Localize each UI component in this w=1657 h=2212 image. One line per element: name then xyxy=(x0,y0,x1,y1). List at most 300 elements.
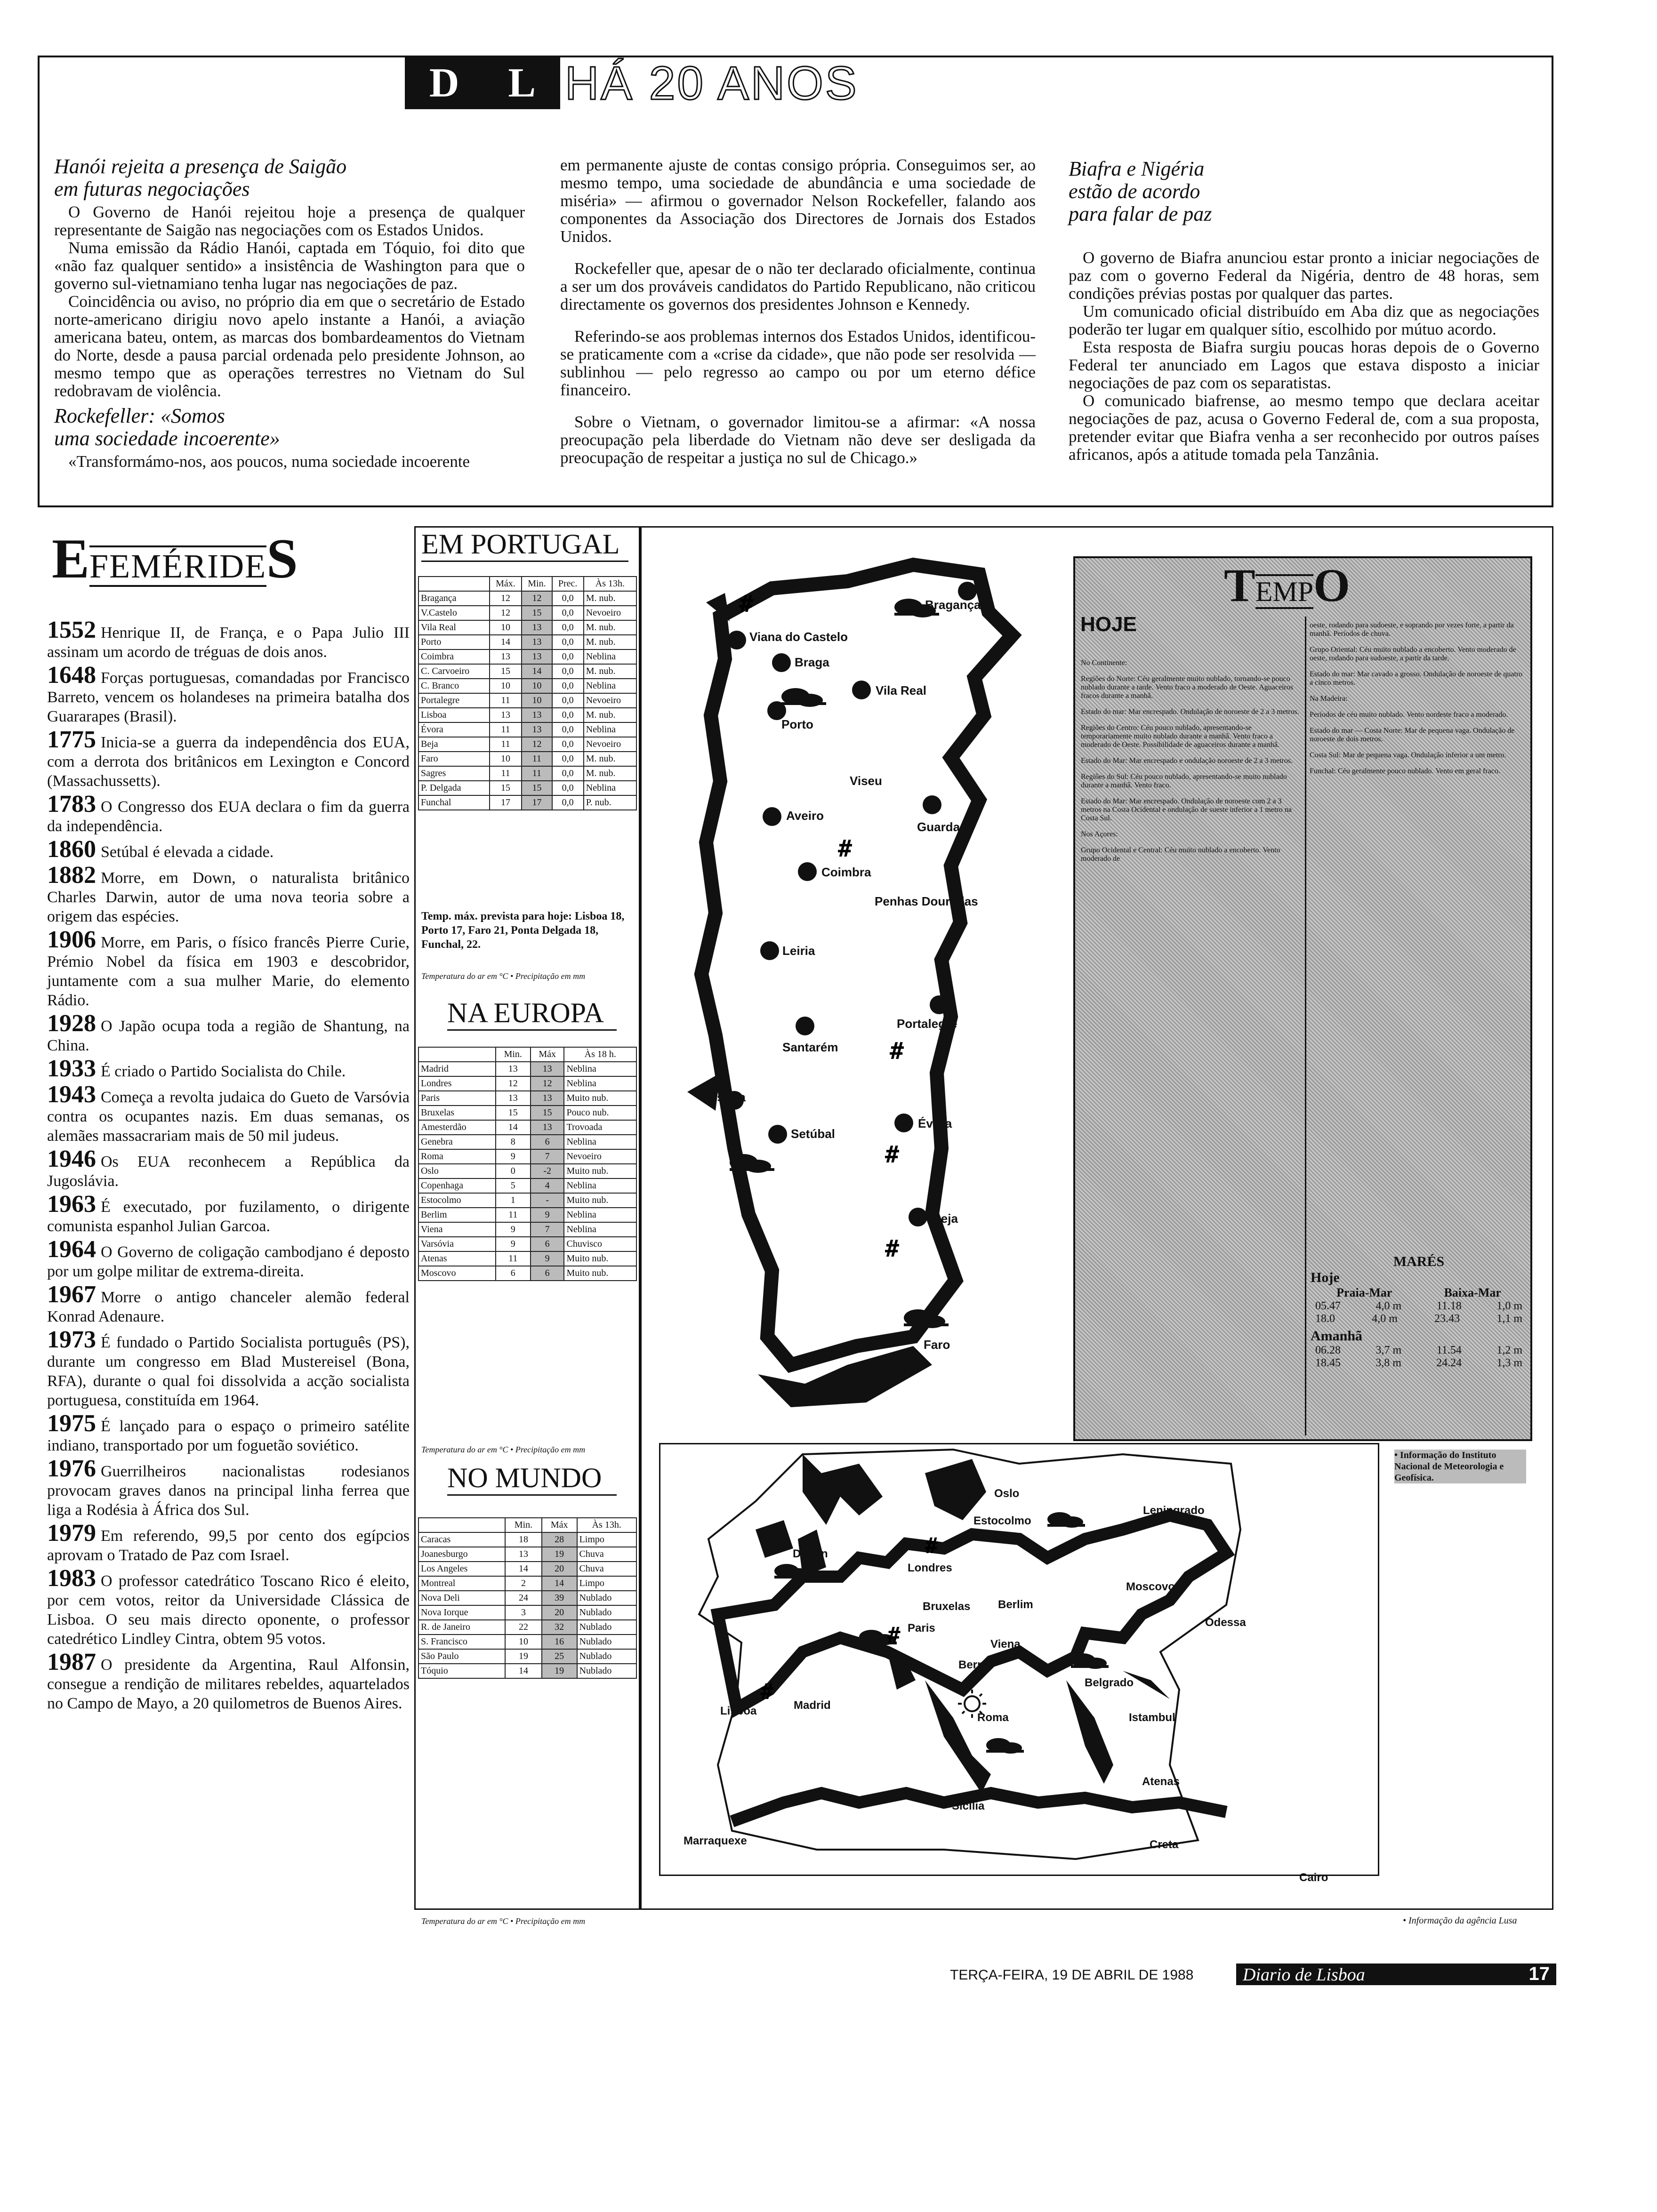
city-belgrado: Belgrado xyxy=(1085,1676,1134,1689)
mares-cell: 1,0 m xyxy=(1496,1300,1522,1312)
portugal-weather-table xyxy=(418,576,637,810)
table-cell: Atenas xyxy=(418,1251,496,1266)
mundo-table-caption: Temperatura do ar em °C • Precipitação em mm xyxy=(421,1916,586,1926)
forecast-paragraph xyxy=(1310,767,1526,776)
table-cell: São Paulo xyxy=(418,1649,505,1664)
efemeride-text: Morre, em Paris, o físico francês Pierre Curie, Prémio Nobel da física em 1903 e descobridor, juntamente com a sua mulher Marie, do elemento Rádio. xyxy=(47,934,410,1009)
table-cell: V.Castelo xyxy=(418,606,490,620)
efemeride-text: Os EUA reconhecem a República da Jugoslávia. xyxy=(47,1153,410,1190)
table-cell: Paris xyxy=(418,1091,496,1106)
table-row xyxy=(418,722,636,737)
table-row xyxy=(418,1620,636,1635)
mares-cell: 1,3 m xyxy=(1496,1357,1522,1369)
table-cell: Neblina xyxy=(584,649,636,664)
table-cell: 14 xyxy=(522,664,552,679)
table-cell: M. nub. xyxy=(584,620,636,635)
table-cell: 15 xyxy=(522,606,552,620)
table-cell: 0,0 xyxy=(552,591,584,606)
table-cell: Londres xyxy=(418,1076,496,1091)
tempo-column-1 xyxy=(1081,651,1300,871)
table-cell: 16 xyxy=(542,1635,577,1649)
page-number: 17 xyxy=(1528,1964,1550,1984)
mares-cell: 06.28 xyxy=(1315,1344,1341,1356)
footer-masthead xyxy=(1236,1964,1556,1985)
efemeride-year: 1928 xyxy=(47,1010,96,1037)
table-cell: Nublado xyxy=(577,1620,636,1635)
city-dublin: Dublin xyxy=(793,1547,828,1560)
table-cell: Nublado xyxy=(577,1591,636,1605)
tempo-column-2 xyxy=(1310,614,1526,783)
table-row xyxy=(418,1664,636,1678)
table-row xyxy=(418,1106,636,1120)
mares-cell: 18.45 xyxy=(1315,1357,1341,1369)
europa-table-title: NA EUROPA xyxy=(447,997,617,1031)
europe-map xyxy=(661,1435,1377,1873)
table-cell: 6 xyxy=(531,1237,564,1251)
table-cell: 10 xyxy=(490,620,522,635)
table-cell: 0,0 xyxy=(552,693,584,708)
forecast-label: Nos Açores: xyxy=(1081,830,1118,838)
table-row xyxy=(418,620,636,635)
table-row xyxy=(418,1649,636,1664)
efemeride-entry xyxy=(47,1649,410,1713)
efemeride-text: Henrique II, de França, e o Papa Julio III assinam um acordo de tréguas de dois anos. xyxy=(47,624,410,661)
city-estocolmo: Estocolmo xyxy=(973,1515,1031,1527)
table-cell: 11 xyxy=(496,1251,531,1266)
table-cell: Bruxelas xyxy=(418,1106,496,1120)
table-cell: Oslo xyxy=(418,1164,496,1178)
cloud-icon xyxy=(904,1309,949,1328)
forecast-label: Funchal: xyxy=(1310,767,1336,775)
table-cell: 14 xyxy=(496,1120,531,1135)
efemeride-text: É criado o Partido Socialista do Chile. xyxy=(101,1063,346,1080)
table-cell: 17 xyxy=(490,795,522,810)
table-cell: 15 xyxy=(522,781,552,795)
table-cell: 0,0 xyxy=(552,664,584,679)
table-cell: 11 xyxy=(490,737,522,752)
city-marker xyxy=(796,1017,814,1035)
logo-letter-l: L xyxy=(508,60,536,106)
efemeride-year: 1882 xyxy=(47,862,96,889)
forecast-paragraph xyxy=(1081,724,1300,749)
forecast-text: Céu muito nublado a encoberto. Vento moderado de oeste, rodando para sudoeste, a partir da tarde. xyxy=(1310,646,1516,662)
table-cell: 9 xyxy=(496,1237,531,1251)
headline-hanoi: Hanói rejeita a presença de Saigão em futuras negociações xyxy=(54,155,347,200)
table-cell: 10 xyxy=(490,752,522,766)
column-header: Min. xyxy=(505,1518,541,1532)
efemeride-year: 1976 xyxy=(47,1455,96,1482)
mares-cell: 05.47 xyxy=(1315,1300,1341,1312)
table-cell: Muito nub. xyxy=(564,1251,636,1266)
mares-title: MARÉS xyxy=(1393,1254,1445,1269)
table-cell: Nova Deli xyxy=(418,1591,505,1605)
efemeride-year: 1946 xyxy=(47,1146,96,1172)
table-cell: Los Angeles xyxy=(418,1562,505,1576)
column-header: Às 13h. xyxy=(577,1518,636,1532)
table-cell: 14 xyxy=(505,1562,541,1576)
forecast-paragraph xyxy=(1081,797,1300,823)
table-row xyxy=(418,1635,636,1649)
table-cell: Nevoeiro xyxy=(584,737,636,752)
table-row xyxy=(418,1062,636,1076)
table-cell: 9 xyxy=(496,1149,531,1164)
mares-cell: 1,2 m xyxy=(1496,1344,1522,1356)
table-row xyxy=(418,679,636,693)
efemeride-year: 1967 xyxy=(47,1281,96,1308)
city-aveiro: Aveiro xyxy=(786,809,824,823)
tempo-source: • Informação do Instituto Nacional de Meteorologia e Geofísica. xyxy=(1394,1450,1526,1483)
table-cell: 13 xyxy=(490,649,522,664)
forecast-text: Mar de pequena vaga. Ondulação inferior a um metro. xyxy=(1343,751,1506,759)
paragraph: «Transformámo-nos, aos poucos, numa sociedade incoerente xyxy=(68,452,470,471)
table-row xyxy=(418,1547,636,1562)
forecast-text: Céu geralmente muito nublado, tornando-se pouco nublado durante a tarde. Vento fraco a moderado de Oeste. Aguaceiros fracos durante a manhã. xyxy=(1081,675,1294,700)
table-cell: 0,0 xyxy=(552,679,584,693)
table-cell: Genebra xyxy=(418,1135,496,1149)
column-header: Prec. xyxy=(552,577,584,591)
europa-weather-table xyxy=(418,1047,637,1281)
table-cell: 6 xyxy=(531,1135,564,1149)
mares-block xyxy=(1311,1254,1527,1370)
table-cell: 15 xyxy=(490,781,522,795)
table-cell: Nublado xyxy=(577,1664,636,1678)
forecast-label: Grupo Ocidental e Central: xyxy=(1081,846,1163,854)
table-row xyxy=(418,1091,636,1106)
efemeride-text: Morre, em Down, o naturalista britânico Charles Darwin, autor de uma nova teoria sobre a origem das espécies. xyxy=(47,869,410,925)
table-cell: Évora xyxy=(418,722,490,737)
table-cell: 28 xyxy=(542,1532,577,1547)
table-row xyxy=(418,649,636,664)
table-cell: Bragança xyxy=(418,591,490,606)
efemeride-year: 1775 xyxy=(47,726,96,753)
table-cell: C. Carvoeiro xyxy=(418,664,490,679)
table-cell: -2 xyxy=(531,1164,564,1178)
table-row xyxy=(418,606,636,620)
table-cell: 10 xyxy=(505,1635,541,1649)
table-cell: 11 xyxy=(496,1208,531,1222)
table-row xyxy=(418,781,636,795)
table-row xyxy=(418,752,636,766)
table-row xyxy=(418,1193,636,1208)
table-header-row xyxy=(418,1518,636,1532)
table-cell: 14 xyxy=(490,635,522,649)
city-istambul: Istambul xyxy=(1129,1711,1175,1724)
paragraph: O governo de Biafra anunciou estar pronto a iniciar negociações de paz com o governo Federal da Nigéria, dentro de 48 horas, sem condições prévias postas por qualquer das partes. xyxy=(1069,248,1539,303)
table-cell: 7 xyxy=(531,1222,564,1237)
table-cell: 6 xyxy=(496,1266,531,1281)
table-cell: M. nub. xyxy=(584,664,636,679)
table-cell: 12 xyxy=(490,606,522,620)
table-cell: Chuva xyxy=(577,1562,636,1576)
table-cell: 11 xyxy=(490,722,522,737)
table-cell: 13 xyxy=(522,649,552,664)
table-row xyxy=(418,664,636,679)
table-cell: 13 xyxy=(496,1062,531,1076)
table-cell: Trovoada xyxy=(564,1120,636,1135)
city-marker xyxy=(772,653,791,672)
table-row xyxy=(418,1576,636,1591)
city-marker xyxy=(798,862,817,881)
table-cell: 13 xyxy=(522,722,552,737)
city-marker xyxy=(909,1208,927,1226)
forecast-text: Céu muito nublado a encoberto. Vento moderado de xyxy=(1081,846,1280,863)
table-row xyxy=(418,1237,636,1251)
table-cell: Neblina xyxy=(584,679,636,693)
efemeride-entry xyxy=(47,1236,410,1281)
forecast-label: Grupo Oriental: xyxy=(1310,646,1358,654)
story-biafra xyxy=(1069,158,1539,464)
forecast-label: Estado do mar: xyxy=(1310,670,1355,678)
efemeride-year: 1987 xyxy=(47,1649,96,1675)
table-row xyxy=(418,1135,636,1149)
table-cell: 19 xyxy=(542,1664,577,1678)
city-oslo: Oslo xyxy=(994,1487,1020,1500)
city-guarda: Guarda xyxy=(917,820,960,834)
table-cell: Amesterdão xyxy=(418,1120,496,1135)
city-marker xyxy=(763,807,781,826)
city-cairo: Cairo xyxy=(1299,1871,1328,1884)
forecast-label: Estado do Mar: xyxy=(1081,797,1127,805)
table-cell: 18 xyxy=(505,1532,541,1547)
tempo-divider xyxy=(1305,617,1306,1435)
table-row xyxy=(418,1120,636,1135)
table-cell: 9 xyxy=(496,1222,531,1237)
table-cell: P. nub. xyxy=(584,795,636,810)
efemeride-text: Setúbal é elevada a cidade. xyxy=(101,843,274,861)
city-viana: Viana do Castelo xyxy=(749,630,848,644)
section-title: HÁ 20 ANOS xyxy=(565,57,859,110)
column-header: Máx xyxy=(542,1518,577,1532)
city-faro: Faro xyxy=(924,1338,950,1352)
table-cell: Roma xyxy=(418,1149,496,1164)
efemeride-entry xyxy=(47,926,410,1010)
column-header xyxy=(418,1047,496,1062)
table-cell: 10 xyxy=(522,679,552,693)
table-cell: Estocolmo xyxy=(418,1193,496,1208)
efemeride-year: 1933 xyxy=(47,1055,96,1082)
efemeride-text: Guerrilheiros nacionalistas rodesianos provocam graves danos na principal linha ferrea que liga a Rodésia à África dos Sul. xyxy=(47,1463,410,1519)
efemeride-text: O Governo de coligação cambodjano é deposto por um golpe militar de extrema-direita. xyxy=(47,1243,410,1280)
table-cell: 5 xyxy=(496,1178,531,1193)
headline-biafra: Biafra e Nigéria estão de acordo para falar de paz xyxy=(1069,157,1212,225)
city-paris: Paris xyxy=(908,1622,935,1635)
logo-box xyxy=(405,56,560,109)
praia-mar-label: Praia-Mar xyxy=(1336,1286,1392,1299)
svg-text:#: # xyxy=(887,1622,901,1648)
table-row xyxy=(418,1251,636,1266)
efemerides-title: EFEMÉRIDES xyxy=(52,527,298,590)
city-marker xyxy=(930,995,949,1014)
table-cell: 13 xyxy=(522,708,552,722)
city-viena: Viena xyxy=(990,1638,1021,1651)
table-row xyxy=(418,1208,636,1222)
table-cell: 15 xyxy=(531,1106,564,1120)
efemeride-entry xyxy=(47,1081,410,1146)
city-londres: Londres xyxy=(908,1562,952,1574)
paragraph: Referindo-se aos problemas internos dos Estados Unidos, identificou-se praticamente com a «crise da cidade», que não pode ser resolvida — sublinhou — pelo regresso ao campo ou por um eterno défice financeiro. xyxy=(560,327,1036,399)
mares-amanha: Amanhã xyxy=(1311,1328,1363,1344)
column-header: Min. xyxy=(522,577,552,591)
table-cell: 15 xyxy=(496,1106,531,1120)
table-cell: 9 xyxy=(531,1208,564,1222)
city-viseu: Viseu xyxy=(850,774,882,788)
efemeride-text: O Japão ocupa toda a região de Shantung, na China. xyxy=(47,1018,410,1054)
svg-text:#: # xyxy=(760,1679,773,1704)
table-cell: Caracas xyxy=(418,1532,505,1547)
table-row xyxy=(418,708,636,722)
forecast-label: No Continente: xyxy=(1081,659,1127,667)
table-row xyxy=(418,635,636,649)
city-marker xyxy=(768,1125,787,1144)
logo-letter-d: D xyxy=(429,60,459,106)
table-row xyxy=(418,1178,636,1193)
mares-cell: 18.0 xyxy=(1315,1313,1335,1325)
story-hanoi xyxy=(54,155,525,471)
table-cell: 14 xyxy=(505,1664,541,1678)
table-cell: 13 xyxy=(522,635,552,649)
table-row xyxy=(418,1149,636,1164)
forecast-paragraph xyxy=(1081,830,1300,839)
forecast-text: Mar encrespado. Ondulação de noroeste de 2 a 3 metros. xyxy=(1128,708,1299,716)
mares-cell: 23.43 xyxy=(1434,1313,1460,1325)
table-cell: Lisboa xyxy=(418,708,490,722)
table-cell: Coimbra xyxy=(418,649,490,664)
table-cell: 0,0 xyxy=(552,737,584,752)
efemeride-text: Forças portuguesas, comandadas por Francisco Barreto, vencem os holandeses na primeira batalha dos Guararapes (Brasil). xyxy=(47,669,410,725)
table-cell: 14 xyxy=(542,1576,577,1591)
forecast-label: Estado do mar: xyxy=(1081,708,1126,716)
efemeride-entry xyxy=(47,1565,410,1649)
efemeride-entry xyxy=(47,1281,410,1326)
efemeride-entry xyxy=(47,1410,410,1455)
mares-cell: 3,8 m xyxy=(1375,1357,1401,1369)
forecast-label: Na Madeira: xyxy=(1310,695,1348,703)
table-cell: Neblina xyxy=(564,1135,636,1149)
efemeride-entry xyxy=(47,1455,410,1520)
city-leningrado: Leningrado xyxy=(1143,1504,1205,1517)
table-cell: 0,0 xyxy=(552,722,584,737)
forecast-label: Regiões do Sul: xyxy=(1081,773,1129,781)
forecast-label: Regiões do Centro: xyxy=(1081,724,1139,732)
table-cell: 20 xyxy=(542,1562,577,1576)
table-cell: 12 xyxy=(522,591,552,606)
table-cell: 13 xyxy=(531,1091,564,1106)
forecast-paragraph xyxy=(1081,757,1300,765)
table-row xyxy=(418,1164,636,1178)
mares-cell: 11.54 xyxy=(1436,1344,1462,1356)
table-cell: 25 xyxy=(542,1649,577,1664)
table-cell: 13 xyxy=(490,708,522,722)
mares-cell: 3,7 m xyxy=(1375,1344,1402,1356)
forecast-paragraph xyxy=(1081,846,1300,863)
table-cell: 0,0 xyxy=(552,708,584,722)
portugal-table-caption: Temperatura do ar em °C • Precipitação em mm xyxy=(421,971,586,981)
table-cell: Nublado xyxy=(577,1605,636,1620)
efemeride-text: É lançado para o espaço o primeiro satélite indiano, transportado por um foguetão soviético. xyxy=(47,1418,410,1454)
table-cell: Viena xyxy=(418,1222,496,1237)
table-cell: Sagres xyxy=(418,766,490,781)
city-madrid: Madrid xyxy=(794,1699,831,1712)
table-cell: Berlim xyxy=(418,1208,496,1222)
table-cell: P. Delgada xyxy=(418,781,490,795)
svg-text:#: # xyxy=(885,1235,900,1262)
paragraph: Rockefeller que, apesar de o não ter declarado oficialmente, continua a ser um dos prováveis candidatos do Partido Republicano, não criticou directamente os governos dos presidentes Johnson e Kennedy. xyxy=(560,259,1036,313)
forecast-paragraph xyxy=(1081,708,1300,716)
table-cell: Muito nub. xyxy=(564,1091,636,1106)
table-cell: Nevoeiro xyxy=(584,693,636,708)
efemeride-entry xyxy=(47,1055,410,1082)
mares-cell: 11.18 xyxy=(1436,1300,1462,1312)
table-row xyxy=(418,766,636,781)
city-braga: Braga xyxy=(795,655,829,669)
table-cell: 0,0 xyxy=(552,649,584,664)
efemeride-year: 1906 xyxy=(47,926,96,953)
mares-row xyxy=(1311,1313,1527,1325)
forecast-text: Mar encrespado e ondulação noroeste de 2 a 3 metros. xyxy=(1129,757,1293,765)
table-cell: Nevoeiro xyxy=(584,606,636,620)
city-setubal: Setúbal xyxy=(791,1127,835,1141)
table-cell: Varsóvia xyxy=(418,1237,496,1251)
table-cell: 0 xyxy=(496,1164,531,1178)
table-cell: Funchal xyxy=(418,795,490,810)
table-row xyxy=(418,693,636,708)
table-cell: Chuvisco xyxy=(564,1237,636,1251)
efemeride-text: O presidente da Argentina, Raul Alfonsin, consegue a rendição de militares rebeldes, aquartelados no Campo de Mayo, a 20 quilometros de Buenos Aires. xyxy=(47,1656,410,1712)
table-cell: Limpo xyxy=(577,1576,636,1591)
table-cell: 11 xyxy=(522,766,552,781)
table-cell: Chuva xyxy=(577,1547,636,1562)
city-beja: Beja xyxy=(932,1211,958,1226)
efemeride-entry xyxy=(47,617,410,662)
table-cell: 0,0 xyxy=(552,795,584,810)
table-cell: 12 xyxy=(496,1076,531,1091)
table-cell: Limpo xyxy=(577,1532,636,1547)
efemeride-year: 1973 xyxy=(47,1326,96,1353)
europa-table-caption: Temperatura do ar em °C • Precipitação em mm xyxy=(421,1445,586,1454)
efemeride-text: Começa a revolta judaica do Gueto de Varsóvia contra os ocupantes nazis. Em duas semanas, os alemães massacrariam mais de 50 mil judeus. xyxy=(47,1089,410,1145)
table-cell: Neblina xyxy=(564,1062,636,1076)
table-cell: 13 xyxy=(522,620,552,635)
table-cell: M. nub. xyxy=(584,591,636,606)
table-cell: 13 xyxy=(531,1120,564,1135)
table-cell: 10 xyxy=(522,693,552,708)
efemeride-text: O Congresso dos EUA declara o fim da guerra da independência. xyxy=(47,798,410,835)
efemeride-entry xyxy=(47,1520,410,1565)
table-row xyxy=(418,795,636,810)
city-marraquexe: Marraquexe xyxy=(684,1835,747,1847)
paragraph: O Governo de Hanói rejeitou hoje a presença de qualquer representante de Saigão nas negociações com os Estados Unidos. xyxy=(54,203,525,239)
mares-hoje: Hoje xyxy=(1311,1270,1340,1285)
table-row xyxy=(418,591,636,606)
table-cell: Porto xyxy=(418,635,490,649)
column-header: Às 18 h. xyxy=(564,1047,636,1062)
table-row xyxy=(418,1605,636,1620)
forecast-paragraph xyxy=(1310,621,1526,638)
table-cell: 12 xyxy=(522,737,552,752)
forecast-paragraph xyxy=(1310,695,1526,703)
paragraph: Coincidência ou aviso, no próprio dia em que o secretário de Estado norte-americano dirigiu novo apelo instante a Hanói, a aviação americana bateu, ontem, as marcas dos bombardeamentos do Vietnam do Norte, desde a pausa parcial ordenada pelo presidente Johnson, ao mesmo tempo que as operações terrestres no Vietnam do Sul redobravam de violência. xyxy=(54,292,525,400)
efemeride-entry xyxy=(47,1146,410,1191)
city-moscovo: Moscovo xyxy=(1126,1580,1175,1593)
forecast-text: Céu geralmente pouco nublado. Vento em geral fraco. xyxy=(1338,767,1500,775)
svg-text:#: # xyxy=(739,590,754,617)
efemeride-entry xyxy=(47,726,410,791)
table-row xyxy=(418,1222,636,1237)
table-cell: Muito nub. xyxy=(564,1266,636,1281)
mares-amanha-rows xyxy=(1311,1344,1527,1370)
table-cell: 22 xyxy=(505,1620,541,1635)
headline-rockefeller: Rockefeller: «Somos uma sociedade incoerente» xyxy=(54,404,280,450)
